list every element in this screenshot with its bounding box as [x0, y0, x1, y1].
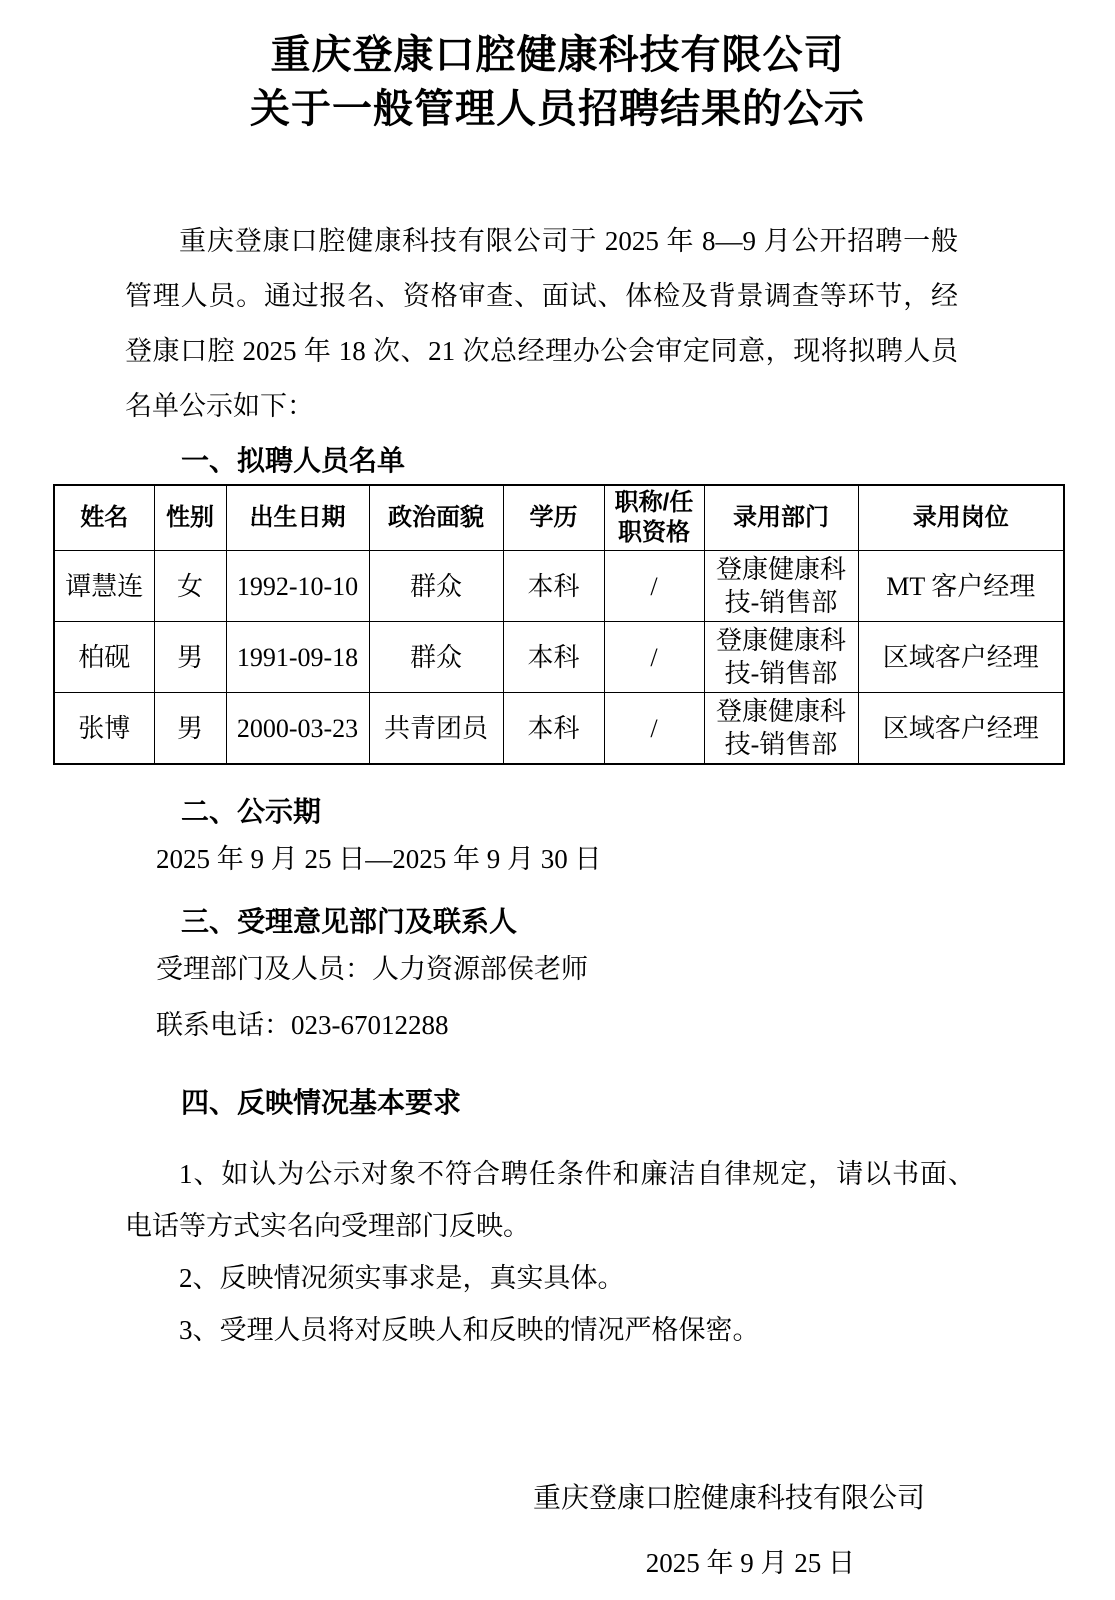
requirement-item-1: 1、如认为公示对象不符合聘任条件和廉洁自律规定，请以书面、电话等方式实名向受理部门反映。	[125, 1159, 975, 1241]
doc-title-line1: 重庆登康口腔健康科技有限公司	[270, 32, 845, 77]
section-2-heading: 二、公示期	[181, 796, 322, 827]
contact-phone: 联系电话：023-67012288	[156, 1010, 449, 1040]
col-header-title-qualification: 职称/任职资格	[604, 485, 704, 551]
section-3-heading: 三、受理意见部门及联系人	[181, 906, 518, 937]
cell-education: 本科	[503, 622, 604, 693]
table-header-row	[54, 485, 1064, 551]
table-row	[54, 622, 1064, 693]
cell-department: 登康健康科技-销售部	[704, 551, 858, 622]
cell-birthdate: 1991-09-18	[226, 622, 369, 693]
cell-department: 登康健康科技-销售部	[704, 622, 858, 693]
contact-department: 受理部门及人员：人力资源部侯老师	[156, 954, 588, 984]
signature-company: 重庆登康口腔健康科技有限公司	[532, 1483, 925, 1514]
cell-name: 张博	[54, 693, 154, 765]
cell-gender: 女	[154, 551, 226, 622]
cell-political-status: 共青团员	[369, 693, 503, 765]
cell-education: 本科	[503, 551, 604, 622]
cell-birthdate: 2000-03-23	[226, 693, 369, 765]
cell-name: 谭慧连	[54, 551, 154, 622]
section-4-heading: 四、反映情况基本要求	[181, 1087, 462, 1118]
col-header-hiring-department: 录用部门	[704, 485, 858, 551]
cell-education: 本科	[503, 693, 604, 765]
cell-department: 登康健康科技-销售部	[704, 693, 858, 765]
doc-title-line2: 关于一般管理人员招聘结果的公示	[250, 86, 865, 131]
cell-position: MT 客户经理	[858, 551, 1064, 622]
cell-qualification: /	[604, 693, 704, 765]
cell-gender: 男	[154, 622, 226, 693]
publicity-period: 2025 年 9 月 25 日—2025 年 9 月 30 日	[156, 844, 602, 874]
col-header-name: 姓名	[54, 485, 154, 551]
signature-date: 2025 年 9 月 25 日	[645, 1548, 855, 1578]
cell-political-status: 群众	[369, 551, 503, 622]
cell-qualification: /	[604, 622, 704, 693]
cell-name: 柏砚	[54, 622, 154, 693]
candidates-table	[53, 484, 1065, 765]
cell-political-status: 群众	[369, 622, 503, 693]
col-header-hiring-position: 录用岗位	[858, 485, 1064, 551]
table-row	[54, 551, 1064, 622]
cell-gender: 男	[154, 693, 226, 765]
intro-paragraph: 重庆登康口腔健康科技有限公司于 2025 年 8—9 月公开招聘一般管理人员。通过报名、资格审查、面试、体检及背景调查等环节，经登康口腔 2025 年 18 次、21 次总经理办公会审定同意，现将拟聘人员名单公示如下：	[125, 226, 958, 421]
col-header-gender: 性别	[154, 485, 226, 551]
requirement-item-2: 2、反映情况须实事求是，真实具体。	[179, 1263, 625, 1293]
section-1-heading: 一、拟聘人员名单	[181, 445, 406, 476]
table-row	[54, 693, 1064, 765]
cell-qualification: /	[604, 551, 704, 622]
requirement-item-3: 3、受理人员将对反映人和反映的情况严格保密。	[179, 1315, 760, 1345]
col-header-birthdate: 出生日期	[226, 485, 369, 551]
cell-birthdate: 1992-10-10	[226, 551, 369, 622]
col-header-political-status: 政治面貌	[369, 485, 503, 551]
cell-position: 区域客户经理	[858, 622, 1064, 693]
col-header-education: 学历	[503, 485, 604, 551]
cell-position: 区域客户经理	[858, 693, 1064, 765]
